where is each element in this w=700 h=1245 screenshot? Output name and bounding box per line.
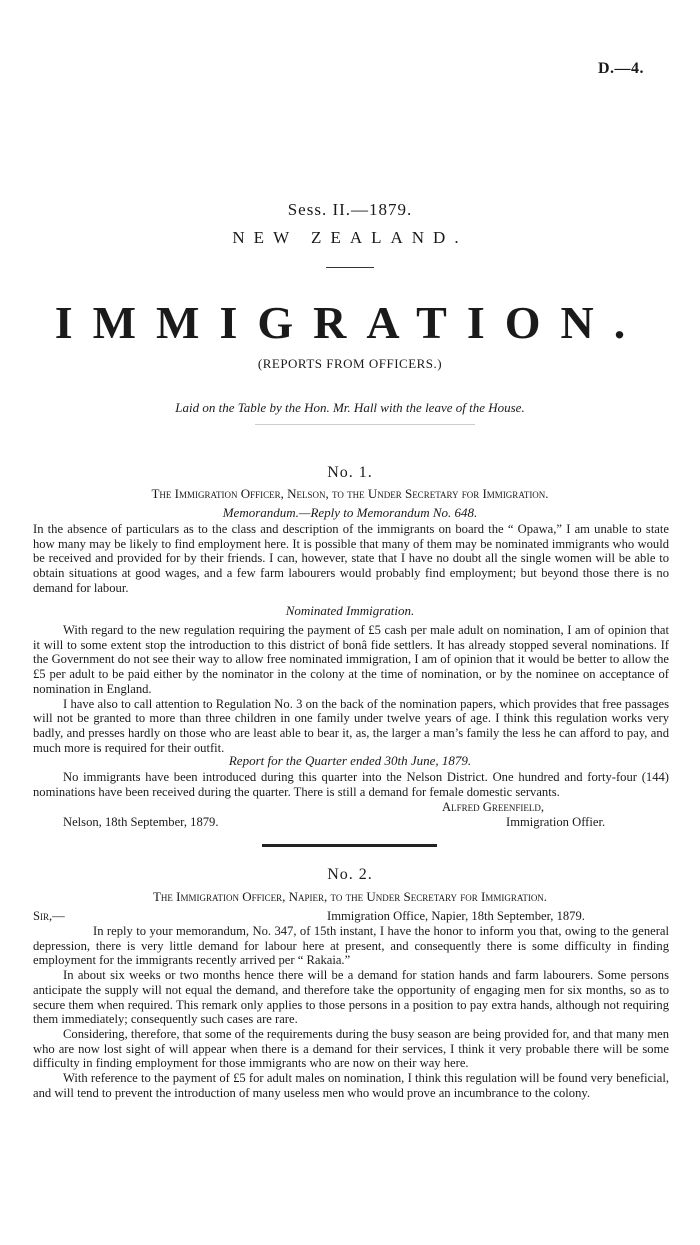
from-line-1: The Immigration Officer, Nelson, to the Under Secretary for Immigration. [151, 486, 549, 501]
signature-title: Immigration Offier. [506, 815, 606, 829]
doc1-paragraph-2: With regard to the new regulation requiring the payment of £5 cash per male adult on nomination, I am of opinion that it will to some extent stop the introduction to this district of bonâ fide settlers. It has already stopped several nominations. If the Government do not see their way to allow free nominated immigration, I am of opinion that it would be better to allow the £5 per adult to be paid either by the nominator in the colony at the time of nomination, or by the nominee on acceptance of nomination in England. [33, 623, 669, 696]
salutation: Sir,— [33, 909, 65, 923]
doc1-paragraph-4: No immigrants have been introduced during this quarter into the Nelson District. One hundred and forty-four (144) nominations have been received during the quarter. There is still a demand for female domestic servants. [33, 770, 669, 799]
laid-on-table-note: Laid on the Table by the Hon. Mr. Hall with the leave of the House. [175, 400, 525, 415]
quarter-report-heading: Report for the Quarter ended 30th June, 1879. [228, 753, 472, 768]
short-rule [326, 267, 374, 268]
from-line-2: The Immigration Officer, Napier, to the Under Secretary for Immigration. [152, 889, 548, 904]
session-line: Sess. II.—1879. [287, 200, 413, 219]
doc2-paragraph-2: In about six weeks or two months hence there will be a demand for station hands and farm labourers. Some persons anticipate the supply will not equal the demand, and therefore take the opportunity of engaging men for six months, so as to secure them when required. This remark only applies to those persons in a position to pay extra hands, although not requiring them immediately; consequently such cases are rare. [33, 968, 669, 1027]
country-line: NEW ZEALAND. [232, 228, 468, 247]
doc1-paragraph-3: I have also to call attention to Regulation No. 3 on the back of the nomination papers, which provides that free passages will not be granted to more than three children in one family under twelve years of age. I think this regulation works very badly, and presses hardly on those who are least able to bear it, as, the larger a man’s family the less he can afford to pay, and much more is required for their outfit. [33, 696, 669, 755]
section-number-1: No. 1. [327, 464, 373, 481]
doc2-paragraph-1: In reply to your memorandum, No. 347, of 15th instant, I have the honor to inform you that, owing to the general depression, there is very little demand for labour here at present, and consequently there is some difficulty in finding employment for the immigrants recently arrived per “ Rakaia.” [33, 924, 669, 968]
doc2-paragraph-4: With reference to the payment of £5 for adult males on nomination, I think this regulation will be found very beneficial, and will tend to prevent the introduction of many useless men who would prove an incumbrance to the colony. [33, 1071, 669, 1100]
nominated-immigration-heading: Nominated Immigration. [285, 603, 415, 618]
section-number-2: No. 2. [327, 866, 373, 883]
doc1-body-c [33, 770, 669, 799]
place-date-1: Nelson, 18th September, 1879. [63, 815, 219, 829]
document-title: IMMIGRATION. [54, 297, 646, 348]
office-address-date: Immigration Office, Napier, 18th September, 1879. [327, 909, 585, 923]
doc2-paragraph-3: Considering, therefore, that some of the requirements during the busy season are being provided for, and that many men who are now lost sight of will appear when there is a demand for their services, I think it very probable there will be some difficulty in finding employment for those immigrants who are now on their way here. [33, 1026, 669, 1071]
section-divider [262, 844, 437, 847]
doc2-body [33, 924, 669, 1100]
memo-heading: Memorandum.—Reply to Memorandum No. 648. [222, 505, 478, 520]
doc1-paragraph-1: In the absence of particulars as to the class and description of the immigrants on board the “ Opawa,” I am unable to state how many may be likely to find employment here. It is possible that many of them may be nominated immigrants who would be received and provided for by their friends. I can, however, state that I have no doubt all the single women will be able to obtain situations at good wages, and a few farm labourers would probably find employment; but beyond those there is no demand for labour. [33, 522, 669, 595]
document-subtitle: (REPORTS FROM OFFICERS.) [257, 356, 443, 371]
doc1-body-a [33, 522, 669, 596]
signature-name: Alfred Greenfield, [442, 800, 544, 814]
faint-rule [255, 424, 475, 425]
document-reference: D.—4. [597, 60, 644, 77]
doc1-body-b [33, 623, 669, 755]
